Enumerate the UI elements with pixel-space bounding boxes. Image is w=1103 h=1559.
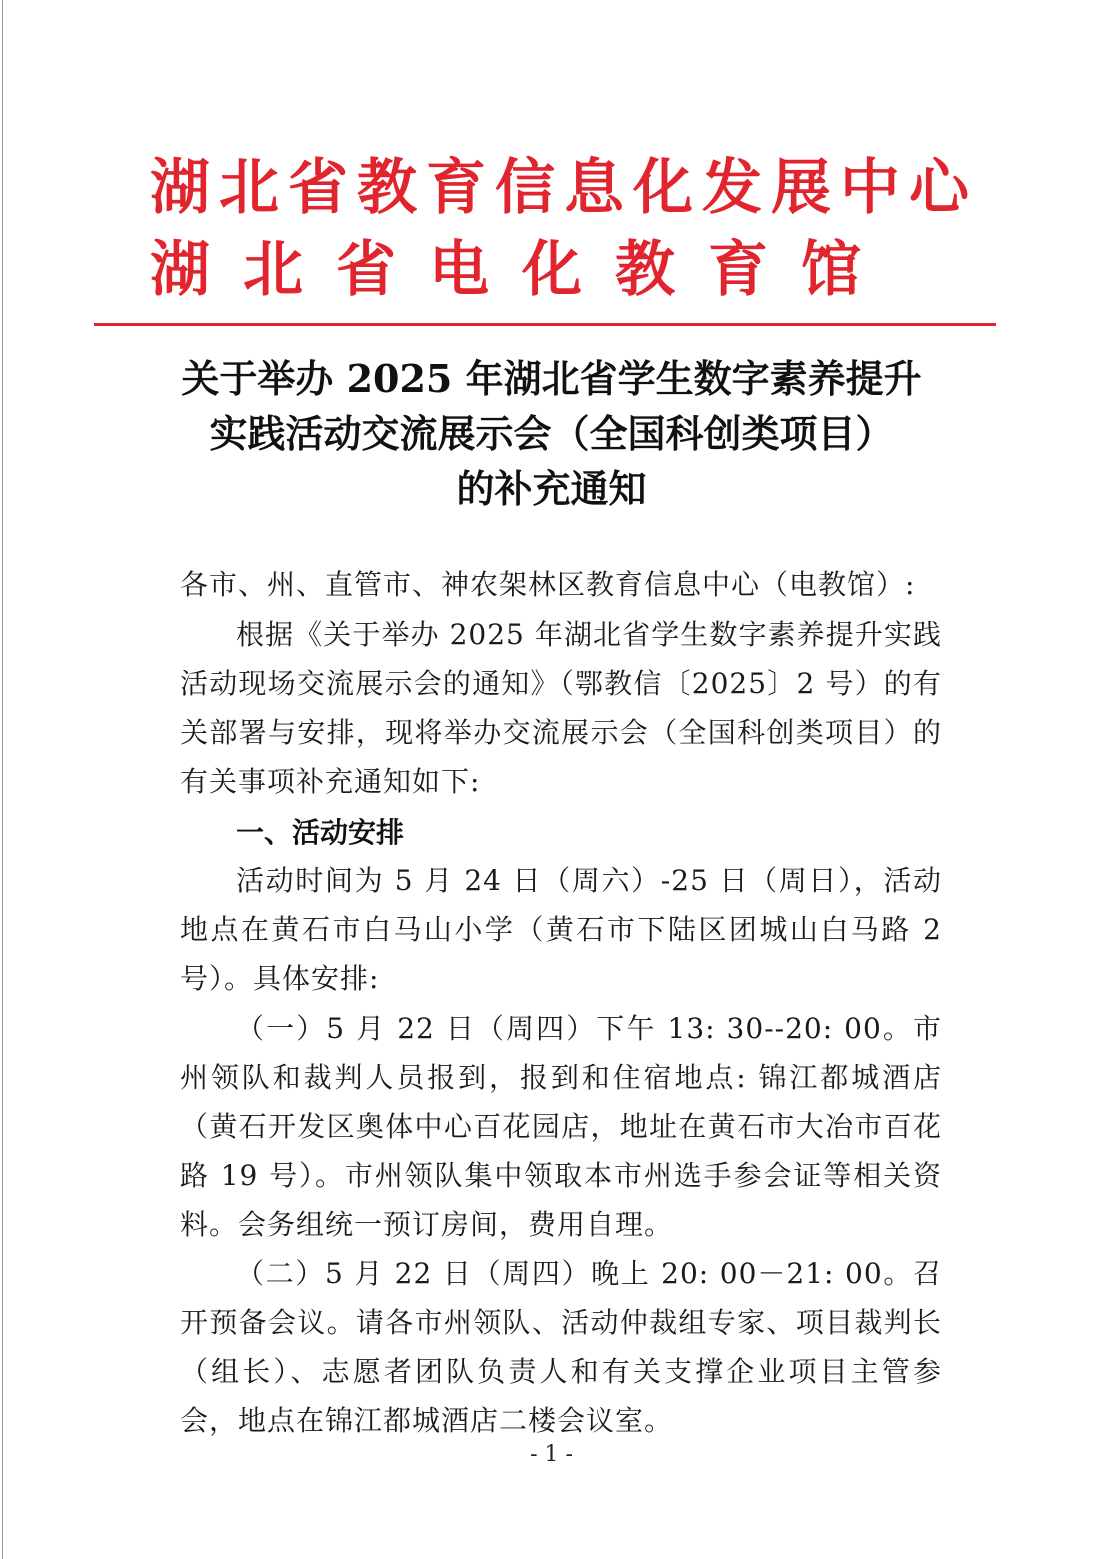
paragraph-intro: 根据《关于举办 2025 年湖北省学生数字素养提升实践活动现场交流展示会的通知》（鄂教信〔2025〕2 号）的有关部署与安排，现将举办交流展示会（全国科创类项目）的有关事项补充通知如下:: [180, 618, 942, 798]
paragraph-time-and-place: 活动时间为 5 月 24 日（周六）-25 日（周日），活动地点在黄石市白马山小学（黄石市下陆区团城山白马路 2 号）。具体安排:: [180, 864, 942, 995]
salutation: 各市、州、直管市、神农架林区教育信息中心（电教馆）:: [180, 568, 916, 601]
paragraph-item-two: （二）5 月 22 日（周四）晚上 20: 00－21: 00。召开预备会议。请各市州领队、活动仲裁组专家、项目裁判长（组长）、志愿者团队负责人和有关支撑企业项目主管参会，地点在锦江都城酒店二楼会议室。: [180, 1257, 942, 1437]
document-title-line-1: 关于举办 2025 年湖北省学生数字素养提升: [181, 356, 922, 401]
scan-edge-line: [2, 0, 3, 1559]
letterhead-red-divider: [94, 323, 996, 326]
section-heading-activity-arrangement: 一、活动安排: [236, 816, 405, 849]
document-title-line-3: 的补充通知: [456, 466, 647, 511]
paragraph-item-one: （一）5 月 22 日（周四）下午 13: 30--20: 00。市州领队和裁判人员报到，报到和住宿地点: 锦江都城酒店（黄石开发区奥体中心百花园店，地址在黄石市大冶市百花路 19 号）。市州领队集中领取本市州选手参会证等相关资料。会务组统一预订房间，费用自理。: [180, 1012, 942, 1241]
document-title-line-2: 实践活动交流展示会（全国科创类项目）: [209, 411, 894, 456]
letterhead-line-1: 湖北省教育信息化发展中心: [150, 153, 978, 223]
letterhead-line-2: 湖北省电化教育馆: [150, 235, 894, 305]
page-number: - 1 -: [530, 1442, 573, 1467]
